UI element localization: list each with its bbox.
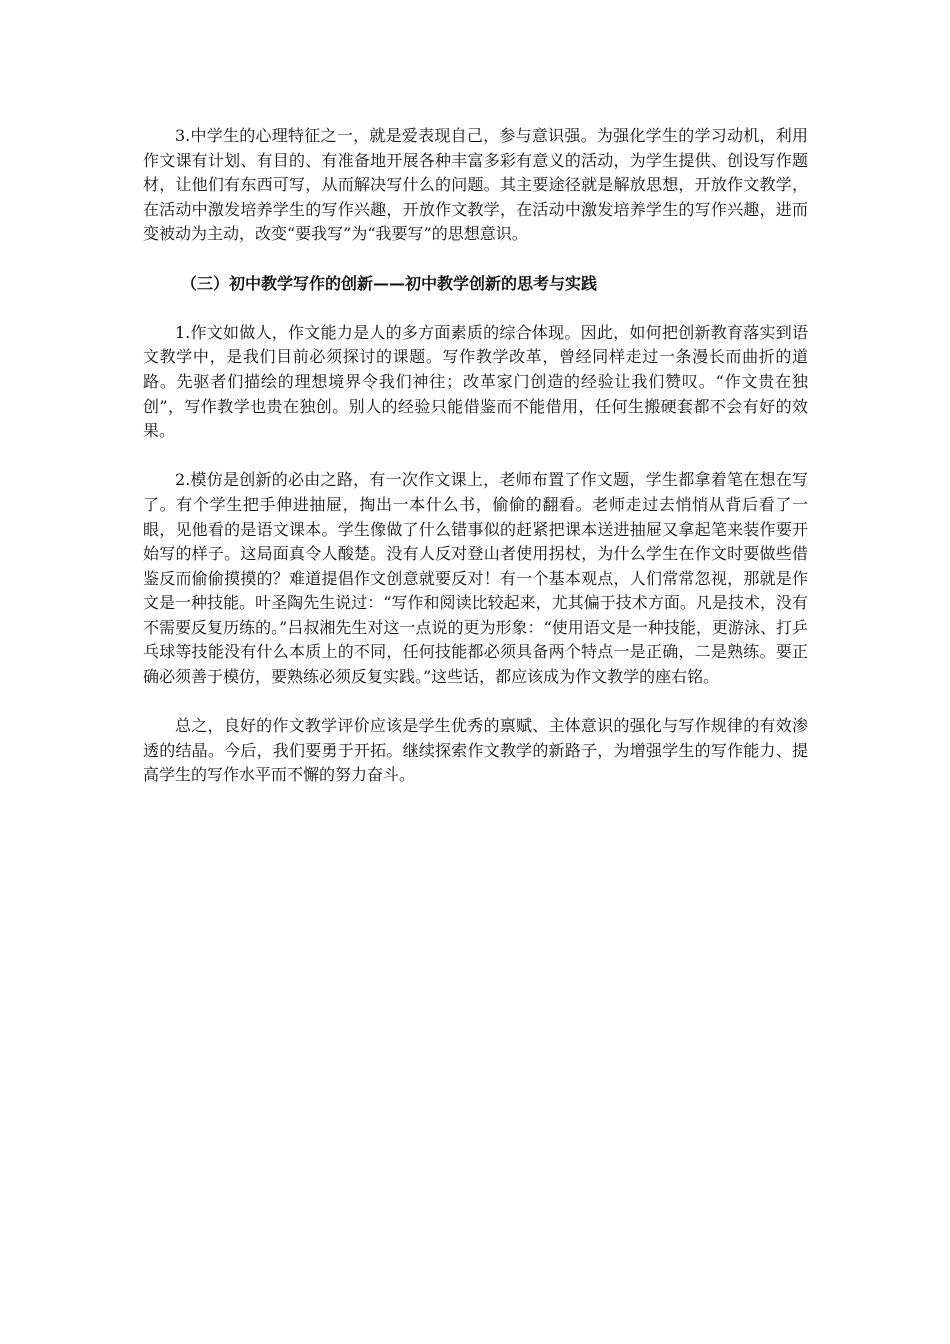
paragraph-conclusion: 总之，良好的作文教学评价应该是学生优秀的禀赋、主体意识的强化与写作规律的有效渗透的结晶。今后，我们要勇于开拓。继续探索作文教学的新路子，为增强学生的写作能力、提高学生的写作水平而不懈的努力奋斗。	[143, 716, 808, 785]
paragraph-motivation: 3.中学生的心理特征之一，就是爱表现自己，参与意识强。为强化学生的学习动机，利用作文课有计划、有目的、有准备地开展各种丰富多彩有意义的活动，为学生提供、创设写作题材，让他们有东西可写，从而解决写什么的问题。其主要途径就是解放思想，开放作文教学，在活动中激发培养学生的写作兴趣，开放作文教学，在活动中激发培养学生的写作兴趣，进而变被动为主动，改变“要我写”为“我要写”的思想意识。	[143, 126, 808, 244]
paragraph-composition-like-person: 1.作文如做人，作文能力是人的多方面素质的综合体现。因此，如何把创新教育落实到语文教学中，是我们目前必须探讨的课题。写作教学改革，曾经同样走过一条漫长而曲折的道路。先驱者们描绘的理想境界令我们神往；改革家门创造的经验让我们赞叹。“作文贵在独创”，写作教学也贵在独创。别人的经验只能借鉴而不能借用，任何生搬硬套都不会有好的效果。	[143, 322, 808, 441]
document-body	[143, 124, 808, 813]
paragraph-imitation: 2.模仿是创新的必由之路，有一次作文课上，老师布置了作文题，学生都拿着笔在想在写了。有个学生把手伸进抽屉，掏出一本什么书，偷偷的翻看。老师走过去悄悄从背后看了一眼，见他看的是语文课本。学生像做了什么错事似的赶紧把课本送进抽屉又拿起笔来装作要开始写的样子。这局面真令人酸楚。没有人反对登山者使用拐杖，为什么学生在作文时要做些借鉴反而偷偷摸摸的？难道提倡作文创意就要反对！有一个基本观点，人们常常忽视，那就是作文是一种技能。叶圣陶先生说过：“写作和阅读比较起来，尤其偏于技术方面。凡是技术，没有不需要反复历练的。”吕叔湘先生对这一点说的更为形象：“使用语文是一种技能，更游泳、打乒乓球等技能没有什么本质上的不同，任何技能都必须具备两个特点一是正确，二是熟练。要正确必须善于模仿，要熟练必须反复实践。”这些话，都应该成为作文教学的座右铭。	[143, 470, 808, 687]
section-heading-innovation: （三）初中教学写作的创新——初中教学创新的思考与实践	[181, 273, 598, 293]
